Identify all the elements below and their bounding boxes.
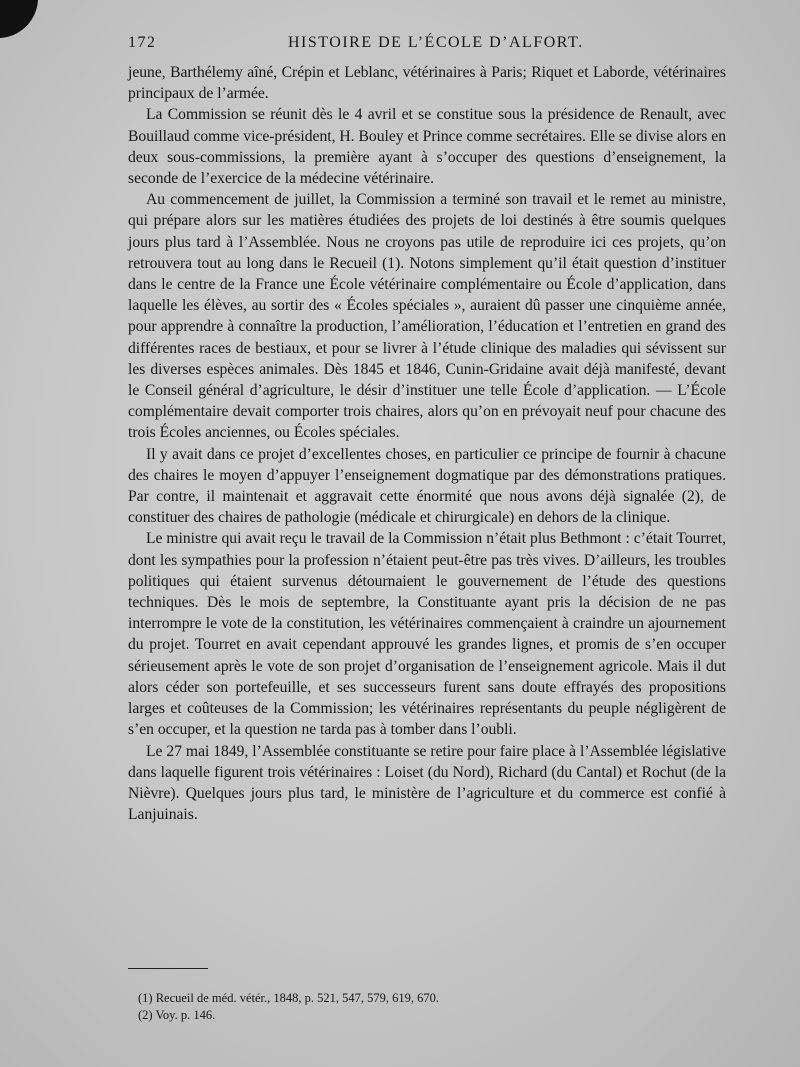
paragraph-5: Le ministre qui avait reçu le travail de la Commission n’était plus Bethmont : c’était Tourret, dont les sympathies pour la profession n’étaient peut-être pas très vives. D’ailleurs, les troubles politiques qui étaient survenus détournaient le gouvernement de l’étude des questions techniques. Dès le mois de septembre, la Constituante ayant pris la décision de ne pas interrompre le vote de la constitution, les vétérinaires commençaient à craindre un ajournement du projet. Tourret en avait cependant approuvé les grandes lignes, et promis de s’en occuper sérieusement après le vote de son projet d’organisation de l’enseignement agricole. Mais il dut alors céder son portefeuille, et ses successeurs furent sans doute effrayés des propositions larges et coûteuses de la Commission; les vétérinaires représentants du peuple négligèrent de s’en occuper, et la question ne tarda pas à tomber dans l’oubli. xyxy=(128,530,726,739)
body-text xyxy=(128,62,726,825)
page-number: 172 xyxy=(128,34,157,51)
running-title: HISTOIRE DE L’ÉCOLE D’ALFORT. xyxy=(288,34,584,51)
footnote-1: (1) Recueil de méd. vétér., 1848, p. 521, 547, 579, 619, 670. xyxy=(138,991,439,1005)
footnote-rule xyxy=(128,968,208,969)
footnote-2: (2) Voy. p. 146. xyxy=(138,1008,216,1022)
paragraph-6: Le 27 mai 1849, l’Assemblée constituante se retire pour faire place à l’Assemblée législative dans laquelle figurent trois vétérinaires : Loiset (du Nord), Richard (du Cantal) et Rochut (de la Nièvre). Quelques jours plus tard, le ministère de l’agriculture et du commerce est confié à Lanjuinais. xyxy=(128,742,726,824)
page-corner-shadow xyxy=(0,0,38,38)
paragraph-4: Il y avait dans ce projet d’excellentes choses, en particulier ce principe de fournir à chacune des chaires le moyen d’appuyer l’enseignement dogmatique par des démonstrations pratiques. Par contre, il maintenait et aggravait cette énormité que nous avons déjà signalée (2), de constituer des chaires de pathologie (médicale et chirurgicale) en dehors de la clinique. xyxy=(128,445,726,527)
footnotes xyxy=(138,990,698,1024)
running-header xyxy=(128,34,728,60)
paragraph-2: La Commission se réunit dès le 4 avril et se constitue sous la présidence de Renault, avec Bouillaud comme vice-président, H. Bouley et Prince comme secrétaires. Elle se divise alors en deux sous-commissions, la première ayant à s’occuper des questions d’enseignement, la seconde de l’exercice de la médecine vétérinaire. xyxy=(128,106,726,188)
paragraph-3: Au commencement de juillet, la Commission a terminé son travail et le remet au ministre, qui prépare alors sur les matières étudiées des projets de loi destinés à être soumis quelques jours plus tard à l’Assemblée. Nous ne croyons pas utile de reproduire ici ces projets, qu’on retrouvera tout au long dans le Recueil (1). Notons simplement qu’il était question d’instituer dans le centre de la France une École vétérinaire complémentaire ou École d’application, dans laquelle les élèves, au sortir des « Écoles spéciales », auraient dû passer une cinquième année, pour apprendre à connaître la production, l’amélioration, l’éducation et l’entretien en grand des différentes races de bestiaux, et pour se livrer à l’étude clinique des maladies qui sévissent sur les diverses espèces animales. Dès 1845 et 1846, Cunin-Gridaine avait déjà manifesté, devant le Conseil général d’agriculture, le désir d’instituer une telle École d’application. — L’École complémentaire devait comporter trois chaires, alors qu’on en prévoyait neuf pour chacune des trois Écoles anciennes, ou Écoles spéciales. xyxy=(128,191,726,442)
paragraph-1: jeune, Barthélemy aîné, Crépin et Leblanc, vétérinaires à Paris; Riquet et Laborde, vétérinaires principaux de l’armée. xyxy=(128,64,726,103)
